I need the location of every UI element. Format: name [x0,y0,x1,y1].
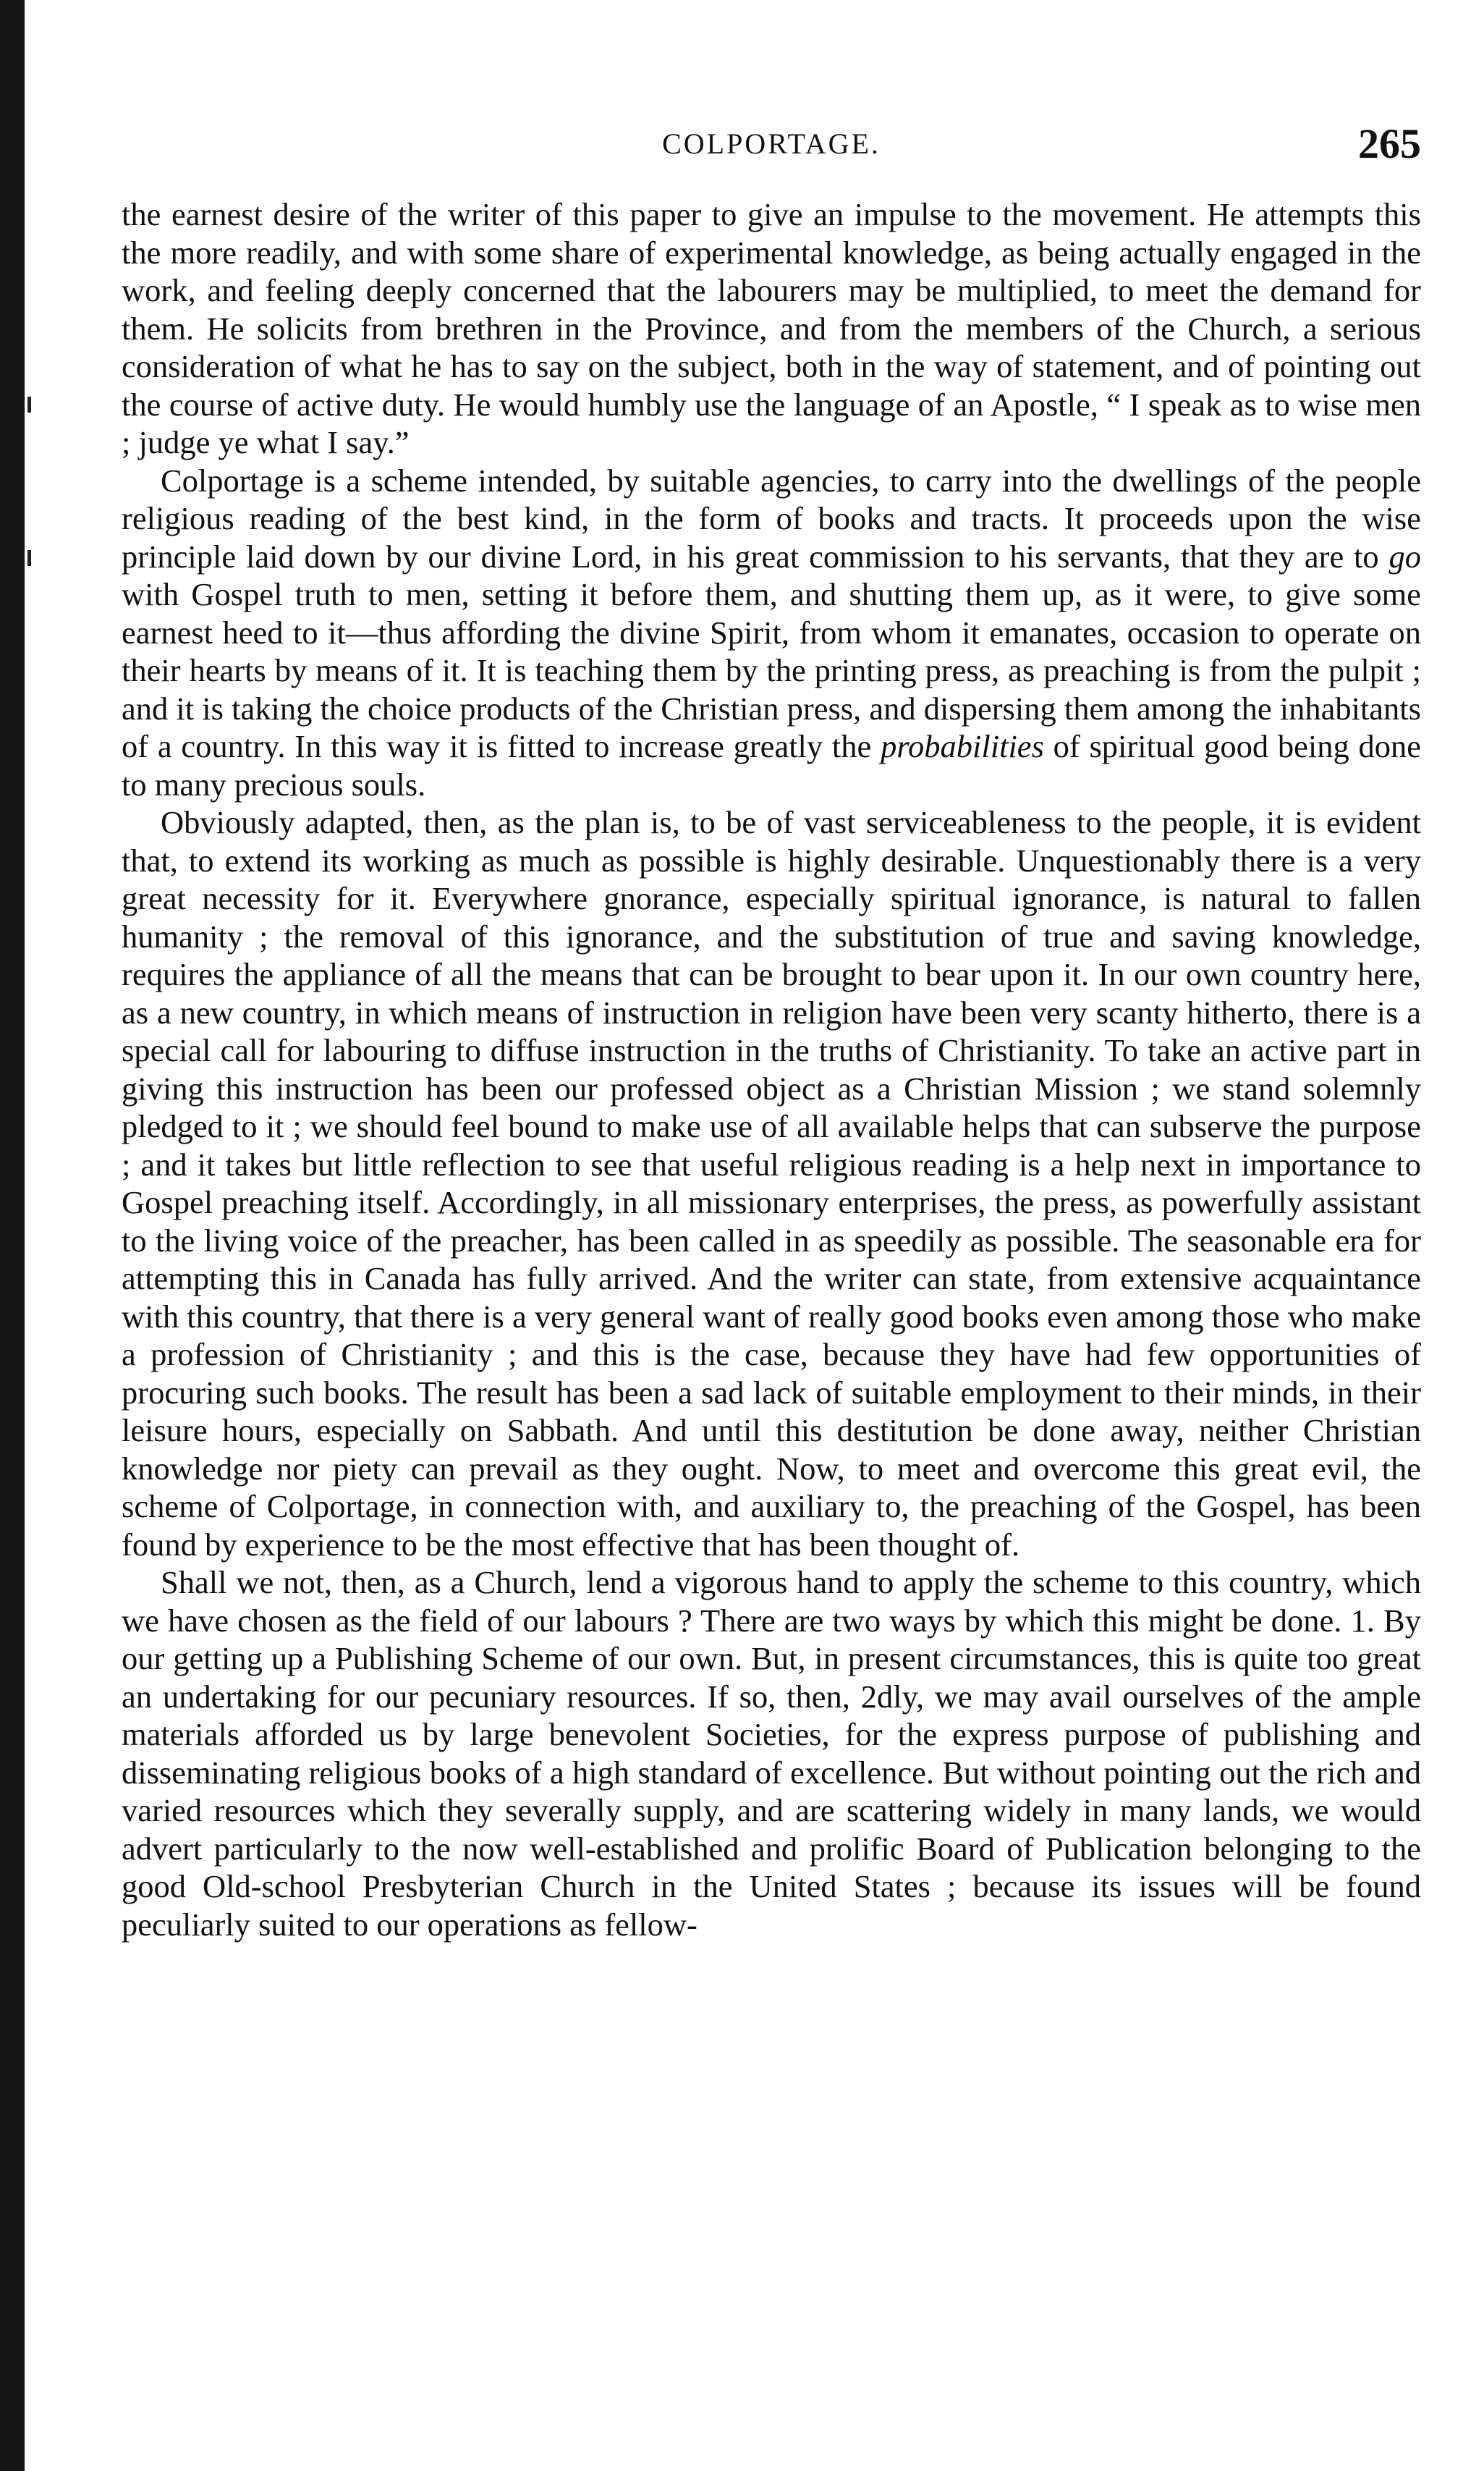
paragraph-2-text-b: with Gospel truth to men, setting it before them, and shutting them up, as it were, to give some earnest heed to it—thus affording the divine Spirit, from whom it emanates, occasion to operate on their hearts by means of it. It is teaching them by the printing press, as preaching is from the pulpit ; and it is taking the choice products of the Christian press, and dispersing them among the inhabitants of a country. In this way it is fitted to increase greatly the [122,576,1421,764]
paragraph-2-text-a: Colportage is a scheme intended, by suitable agencies, to carry into the dwellings of the people religious reading of the best kind, in the form of books and tracts. It proceeds upon the wise principle laid down by our divine Lord, in his great commission to his servants, that they are to [122,462,1421,575]
paragraph-2-text-c: of spiritual good being done to many precious souls. [122,728,1422,803]
book-spine-edge [0,0,25,2471]
paragraph-4 [122,1563,1421,1943]
paragraph-4-text: Shall we not, then, as a Church, lend a vigorous hand to apply the scheme to this country, which we have chosen as the field of our labours ? There are two ways by which this might be done. 1. By our getting up a Publishing Scheme of our own. But, in present circumstances, this is quite too great an undertaking for our pecuniary resources. If so, then, 2dly, we may avail ourselves of the ample materials afforded us by large benevolent Societies, for the express purpose of publishing and disseminating religious books of a high standard of excellence. But without pointing out the rich and varied resources which they severally supply, and are scattering widely in many lands, we would advert particularly to the now well-established and prolific Board of Publication belonging to the good Old-school Presbyterian Church in the United States ; because its issues will be found peculiarly suited to our operations as fellow- [122,1564,1421,1943]
spine-notch-mark [27,397,31,413]
emphasis-probabilities: probabilities [881,728,1044,764]
page-header [122,119,1421,170]
spine-notch-mark [27,550,31,566]
paragraph-2 [122,462,1421,804]
running-head: COLPORTAGE. [662,127,881,160]
emphasis-go: go [1388,538,1421,575]
paragraph-3-text: Obviously adapted, then, as the plan is, to be of vast serviceableness to the people, it is evident that, to extend its working as much as possible is highly desirable. Unquestionably there is a very great necessity for it. Everywhere gnorance, especially spiritual ignorance, is natural to fallen humanity ; the removal of this ignorance, and the substitution of true and saving knowledge, requires the appliance of all the means that can be brought to bear upon it. In our own country here, as a new country, in which means of instruction in religion have been very scanty hitherto, there is a special call for labouring to diffuse instruction in the truths of Christianity. To take an active part in giving this instruction has been our professed object as a Christian Mission ; we stand solemnly pledged to it ; we should feel bound to make use of all available helps that can subserve the purpose ; and it takes but little reflection to see that useful religious reading is a help next in importance to Gospel preaching itself. Accordingly, in all missionary enterprises, the press, as powerfully assistant to the living voice of the preacher, has been called in as speedily as possible. The seasonable era for attempting this in Canada has fully arrived. And the writer can state, from extensive acquaintance with this country, that there is a very general want of really good books even among those who make a profession of Christianity ; and this is the case, because they have had few opportunities of procuring such books. The result has been a sad lack of suitable employment to their minds, in their leisure hours, especially on Sabbath. And until this destitution be done away, neither Christian knowledge nor piety can prevail as they ought. Now, to meet and overcome this great evil, the scheme of Colportage, in connection with, and auxiliary to, the preaching of the Gospel, has been found by experience to be the most effective that has been thought of. [122,804,1421,1563]
page-number: 265 [1358,120,1421,167]
body-text [122,195,1421,1943]
paragraph-3 [122,803,1421,1563]
paragraph-1 [122,195,1421,462]
paragraph-1-text: the earnest desire of the writer of this paper to give an impulse to the movement. He attempts this the more readily, and with some share of experimental knowledge, as being actually engaged in the work, and feeling deeply concerned that the labourers may be multiplied, to meet the demand for them. He solicits from brethren in the Province, and from the members of the Church, a serious consideration of what he has to say on the subject, both in the way of statement, and of pointing out the course of active duty. He would humbly use the language of an Apostle, “ I speak as to wise men ; judge ye what I say.” [122,196,1421,460]
